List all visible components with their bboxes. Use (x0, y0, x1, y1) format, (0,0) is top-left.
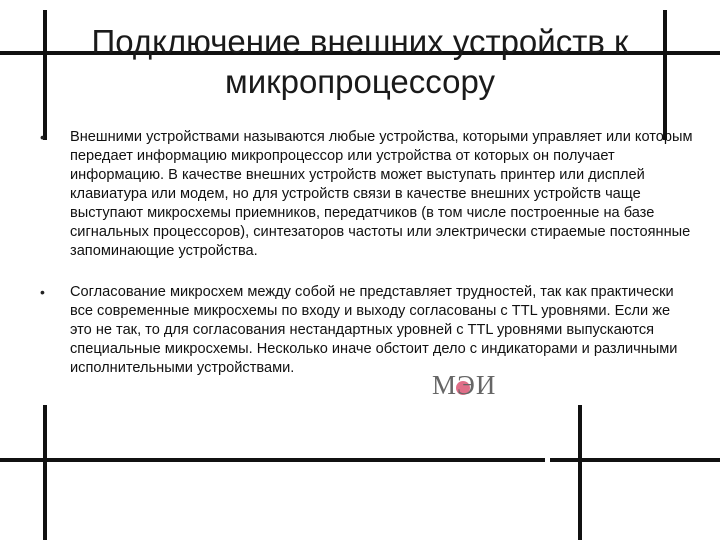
bullet-text: Внешними устройствами называются любые устройства, которыми управляет или которым передает информацию микропроцессор или устройства от которых он получает информацию. В качестве внешних устройств может выступать принтер или дисплей клавиатура или модем, но для устройств связи в качестве внешних устройств чаще выступают микросхемы приемников, передатчиков (в том числе построенные на базе сигнальных процессоров), синтезаторов частоты или электрически стираемые постоянные запоминающие устройства. (70, 129, 693, 259)
bullet-marker: • (40, 284, 45, 300)
bullet-marker: • (40, 129, 45, 145)
bullet-text: Согласование микросхем между собой не представляет трудностей, так как практически все современные микросхемы по входу и выходу согласованы с TTL уровнями. Если же это не так, то для согласования нестандартных уровней с TTL уровнями выпускаются специальные микросхемы. Несколько иначе обстоит дело с индикаторами и различными исполнительными устройствами. (70, 284, 678, 376)
slide-title: Подключение внешних устройств к микропроцессору (91, 23, 629, 100)
bullet-item (40, 128, 695, 261)
institution-logo: МЭИ (432, 370, 497, 400)
bullet-item (40, 283, 695, 378)
bullet-list (40, 128, 695, 378)
